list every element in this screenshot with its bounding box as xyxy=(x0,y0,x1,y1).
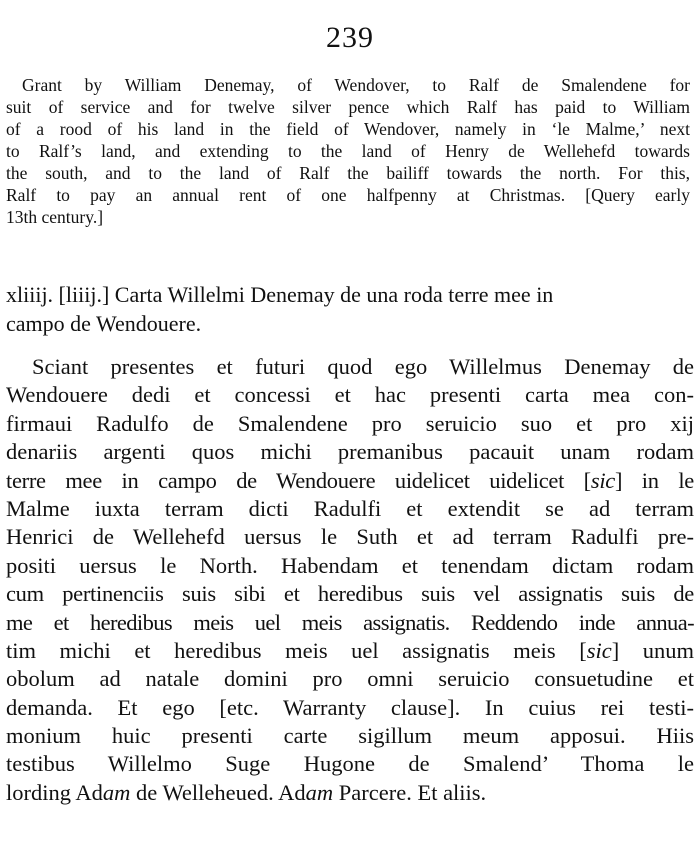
summary-line: of a rood of his land in the field of Wendover, namely in ‘le Malme,’ next xyxy=(6,119,690,139)
charter-line-part: lording Ad xyxy=(6,779,103,805)
heading-line: campo de Wendouere. xyxy=(6,311,202,336)
summary-line: Grant by William Denemay, of Wendover, to Ralf de Smalendene for xyxy=(22,75,690,95)
charter-line: denariis argenti quos michi premanibus pacauit unam rodam xyxy=(6,439,694,465)
summary-line: the south, and to the land of Ralf the bailiff towards the north. For this, xyxy=(6,163,690,183)
charter-line: testibus Willelmo Suge Hugone de Smalend’ Thoma le xyxy=(6,751,694,777)
charter-line xyxy=(6,637,694,665)
charter-heading xyxy=(6,280,696,338)
charter-line: Malme iuxta terram dicti Radulfi et extendit se ad terram xyxy=(6,495,694,521)
sic-note: sic xyxy=(590,467,615,493)
charter-line-part: de Welleheued. Ad xyxy=(130,779,306,805)
summary-line: 13th century.] xyxy=(6,207,104,227)
charter-line-part: Parcere. Et aliis. xyxy=(333,779,487,805)
charter-line: cum pertinenciis suis sibi et heredibus suis vel assignatis suis de xyxy=(6,581,694,607)
heading-line: xliiij. [liiij.] Carta Willelmi Denemay de una roda terre mee in xyxy=(6,282,554,307)
charter-line: Sciant presentes et futuri quod ego Willelmus Denemay de xyxy=(32,354,694,379)
charter-line: monium huic presenti carte sigillum meum apposui. Hiis xyxy=(6,723,694,749)
summary-line: to Ralf’s land, and extending to the land of Henry de Wellehefd towards xyxy=(6,141,690,161)
charter-line: Wendouere dedi et concessi et hac presenti carta mea con- xyxy=(6,382,694,408)
charter-line: me et heredibus meis uel meis assignatis. Reddendo inde annua- xyxy=(6,609,694,635)
charter-line: demanda. Et ego [etc. Warranty clause]. In cuius rei testi- xyxy=(6,694,694,720)
charter-text xyxy=(6,353,694,807)
charter-line xyxy=(6,467,694,495)
charter-line-part: ] unum xyxy=(611,637,694,663)
english-summary xyxy=(6,74,690,228)
summary-line: suit of service and for twelve silver pence which Ralf has paid to William xyxy=(6,97,690,117)
abbreviation-expansion: am xyxy=(102,779,131,805)
charter-line xyxy=(6,779,694,807)
summary-line: Ralf to pay an annual rent of one halfpenny at Christmas. [Query early xyxy=(6,185,690,205)
charter-line-part: terre mee in campo de Wendouere uidelicet uidelicet [ xyxy=(6,467,591,493)
charter-line: positi uersus le North. Habendam et tenendam dictam rodam xyxy=(6,552,694,578)
charter-line-part: ] in le xyxy=(614,467,694,493)
sic-note: sic xyxy=(586,637,612,663)
charter-line: obolum ad natale domini pro omni seruicio consuetudine et xyxy=(6,666,694,692)
abbreviation-expansion: am xyxy=(305,779,334,805)
page-number: 239 xyxy=(326,21,374,54)
charter-line: firmaui Radulfo de Smalendene pro seruicio suo et pro xij xyxy=(6,410,694,436)
charter-line-part: tim michi et heredibus meis uel assignatis meis [ xyxy=(6,637,587,663)
charter-line: Henrici de Wellehefd uersus le Suth et ad terram Radulfi pre- xyxy=(6,524,694,550)
